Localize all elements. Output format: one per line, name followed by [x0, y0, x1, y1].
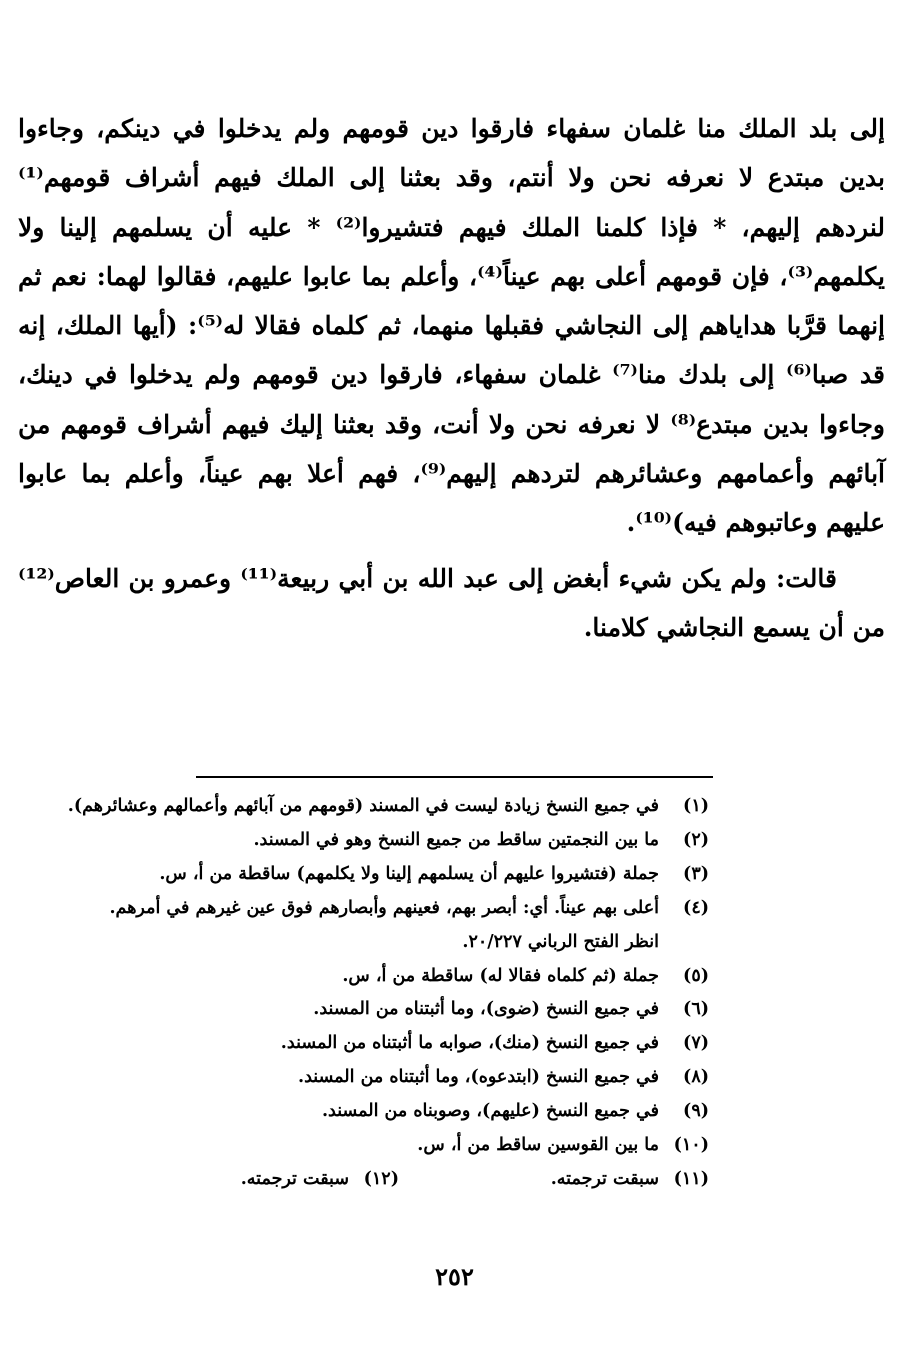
footnote-text: أعلى بهم عيناً. أي: أبصر بهم، فعينهم وأبصارهم فوق عين غيرهم في أمرهم. [109, 897, 659, 918]
footnote-text: جملة (فتشيروا عليهم أن يسلمهم إلينا ولا يكلمهم) ساقطة من أ، س. [159, 863, 659, 884]
footnote-divider [196, 776, 713, 778]
footnote-1 [60, 790, 709, 824]
footnote-number: (٦) [683, 999, 709, 1020]
footnote-3 [60, 858, 709, 892]
footnote-6 [60, 993, 709, 1027]
footnote-4-continuation: انظر الفتح الرباني ٢٠/٢٢٧. [462, 931, 659, 952]
footnote-8 [60, 1061, 709, 1095]
page-number: ٢٥٢ [435, 1262, 474, 1291]
paragraph-2-lead: قالت: [776, 563, 837, 593]
footnote-4 [60, 892, 709, 926]
footnote-number: (٩) [683, 1101, 709, 1122]
footnote-11-12 [60, 1163, 709, 1197]
footnote-text: في جميع النسخ (ابتدعوه)، وما أثبتناه من المسند. [298, 1067, 659, 1088]
footnote-number: (٧) [683, 1033, 709, 1054]
footnote-7 [60, 1027, 709, 1061]
footnote-number: (٣) [683, 863, 709, 884]
footnote-number: (١) [683, 796, 709, 816]
footnote-number: (٤) [683, 897, 709, 918]
footnote-12 [89, 1163, 399, 1197]
footnote-2 [60, 824, 709, 858]
footnote-number: (٢) [683, 829, 709, 850]
footnote-text: في جميع النسخ (عليهم)، وصوبناه من المسند. [321, 1101, 659, 1122]
footnote-5 [60, 960, 709, 994]
paragraph-1: إلى بلد الملك منا غلمان سفهاء فارقوا دين قومهم ولم يدخلوا في دينكم، وجاءوا بدين مبتدع لا نعرفه نحن ولا أنتم، وقد بعثنا إلى الملك فيهم أشراف قومهم⁽¹⁾ لنردهم إليهم، * فإذا كلمنا الملك فيهم فتشيروا⁽²⁾ * عليه أن يسلمهم إلينا ولا يكلمهم⁽³⁾، فإن قومهم أعلى بهم عيناً⁽⁴⁾، وأعلم بما عابوا عليهم، فقالوا لهما: نعم ثم إنهما قرَّبا هداياهم إلى النجاشي فقبلها منهما، ثم كلماه فقالا له⁽⁵⁾: (أيها الملك، إنه قد صبا⁽⁶⁾ إلى بلدك منا⁽⁷⁾ غلمان سفهاء، فارقوا دين قومهم ولم يدخلوا في دينك، وجاءوا بدين مبتدع⁽⁸⁾ لا نعرفه نحن ولا أنت، وقد بعثنا إليك فيهم أشراف قومهم من آبائهم وأعمامهم وعشائرهم لتردهم إليهم⁽⁹⁾، فهم أعلا بهم عيناً، وأعلم بما عابوا عليهم وعاتبوهم فيه)⁽¹⁰⁾. [18, 114, 885, 538]
footnote-10 [60, 1129, 709, 1163]
footnote-number: (٥) [683, 965, 709, 986]
footnote-number: (١٢) [363, 1168, 399, 1189]
footnote-text: جملة (ثم كلماه فقالا له) ساقطة من أ، س. [342, 965, 659, 986]
footnote-number: (٨) [683, 1067, 709, 1088]
paragraph-2-rest: ولم يكن شيء أبغض إلى عبد الله بن أبي ربيعة⁽¹¹⁾ وعمرو بن العاص⁽¹²⁾ من أن يسمع النجاشي كلامنا. [18, 563, 885, 642]
footnotes [60, 790, 709, 1197]
paragraph-2 [18, 554, 885, 653]
footnote-text: سبقت ترجمته. [240, 1168, 349, 1189]
footnote-text: ما بين القوسين ساقط من أ، س. [417, 1135, 659, 1156]
footnote-9 [60, 1095, 709, 1129]
footnote-text: في جميع النسخ (ضوى)، وما أثبتناه من المسند. [313, 999, 659, 1020]
footnote-text: في جميع النسخ (منك)، صوابه ما أثبتناه من المسند. [280, 1033, 659, 1054]
main-text [18, 104, 885, 652]
footnote-11 [399, 1163, 709, 1197]
footnote-number: (١١) [673, 1168, 709, 1189]
footnote-text: ما بين النجمتين ساقط من جميع النسخ وهو في المسند. [253, 829, 659, 850]
footnote-number: (١٠) [673, 1135, 709, 1156]
footnote-text: في جميع النسخ زيادة ليست في المسند (قومهم من آبائهم وأعمالهم وعشائرهم). [67, 796, 659, 816]
footnote-text: سبقت ترجمته. [550, 1168, 659, 1189]
